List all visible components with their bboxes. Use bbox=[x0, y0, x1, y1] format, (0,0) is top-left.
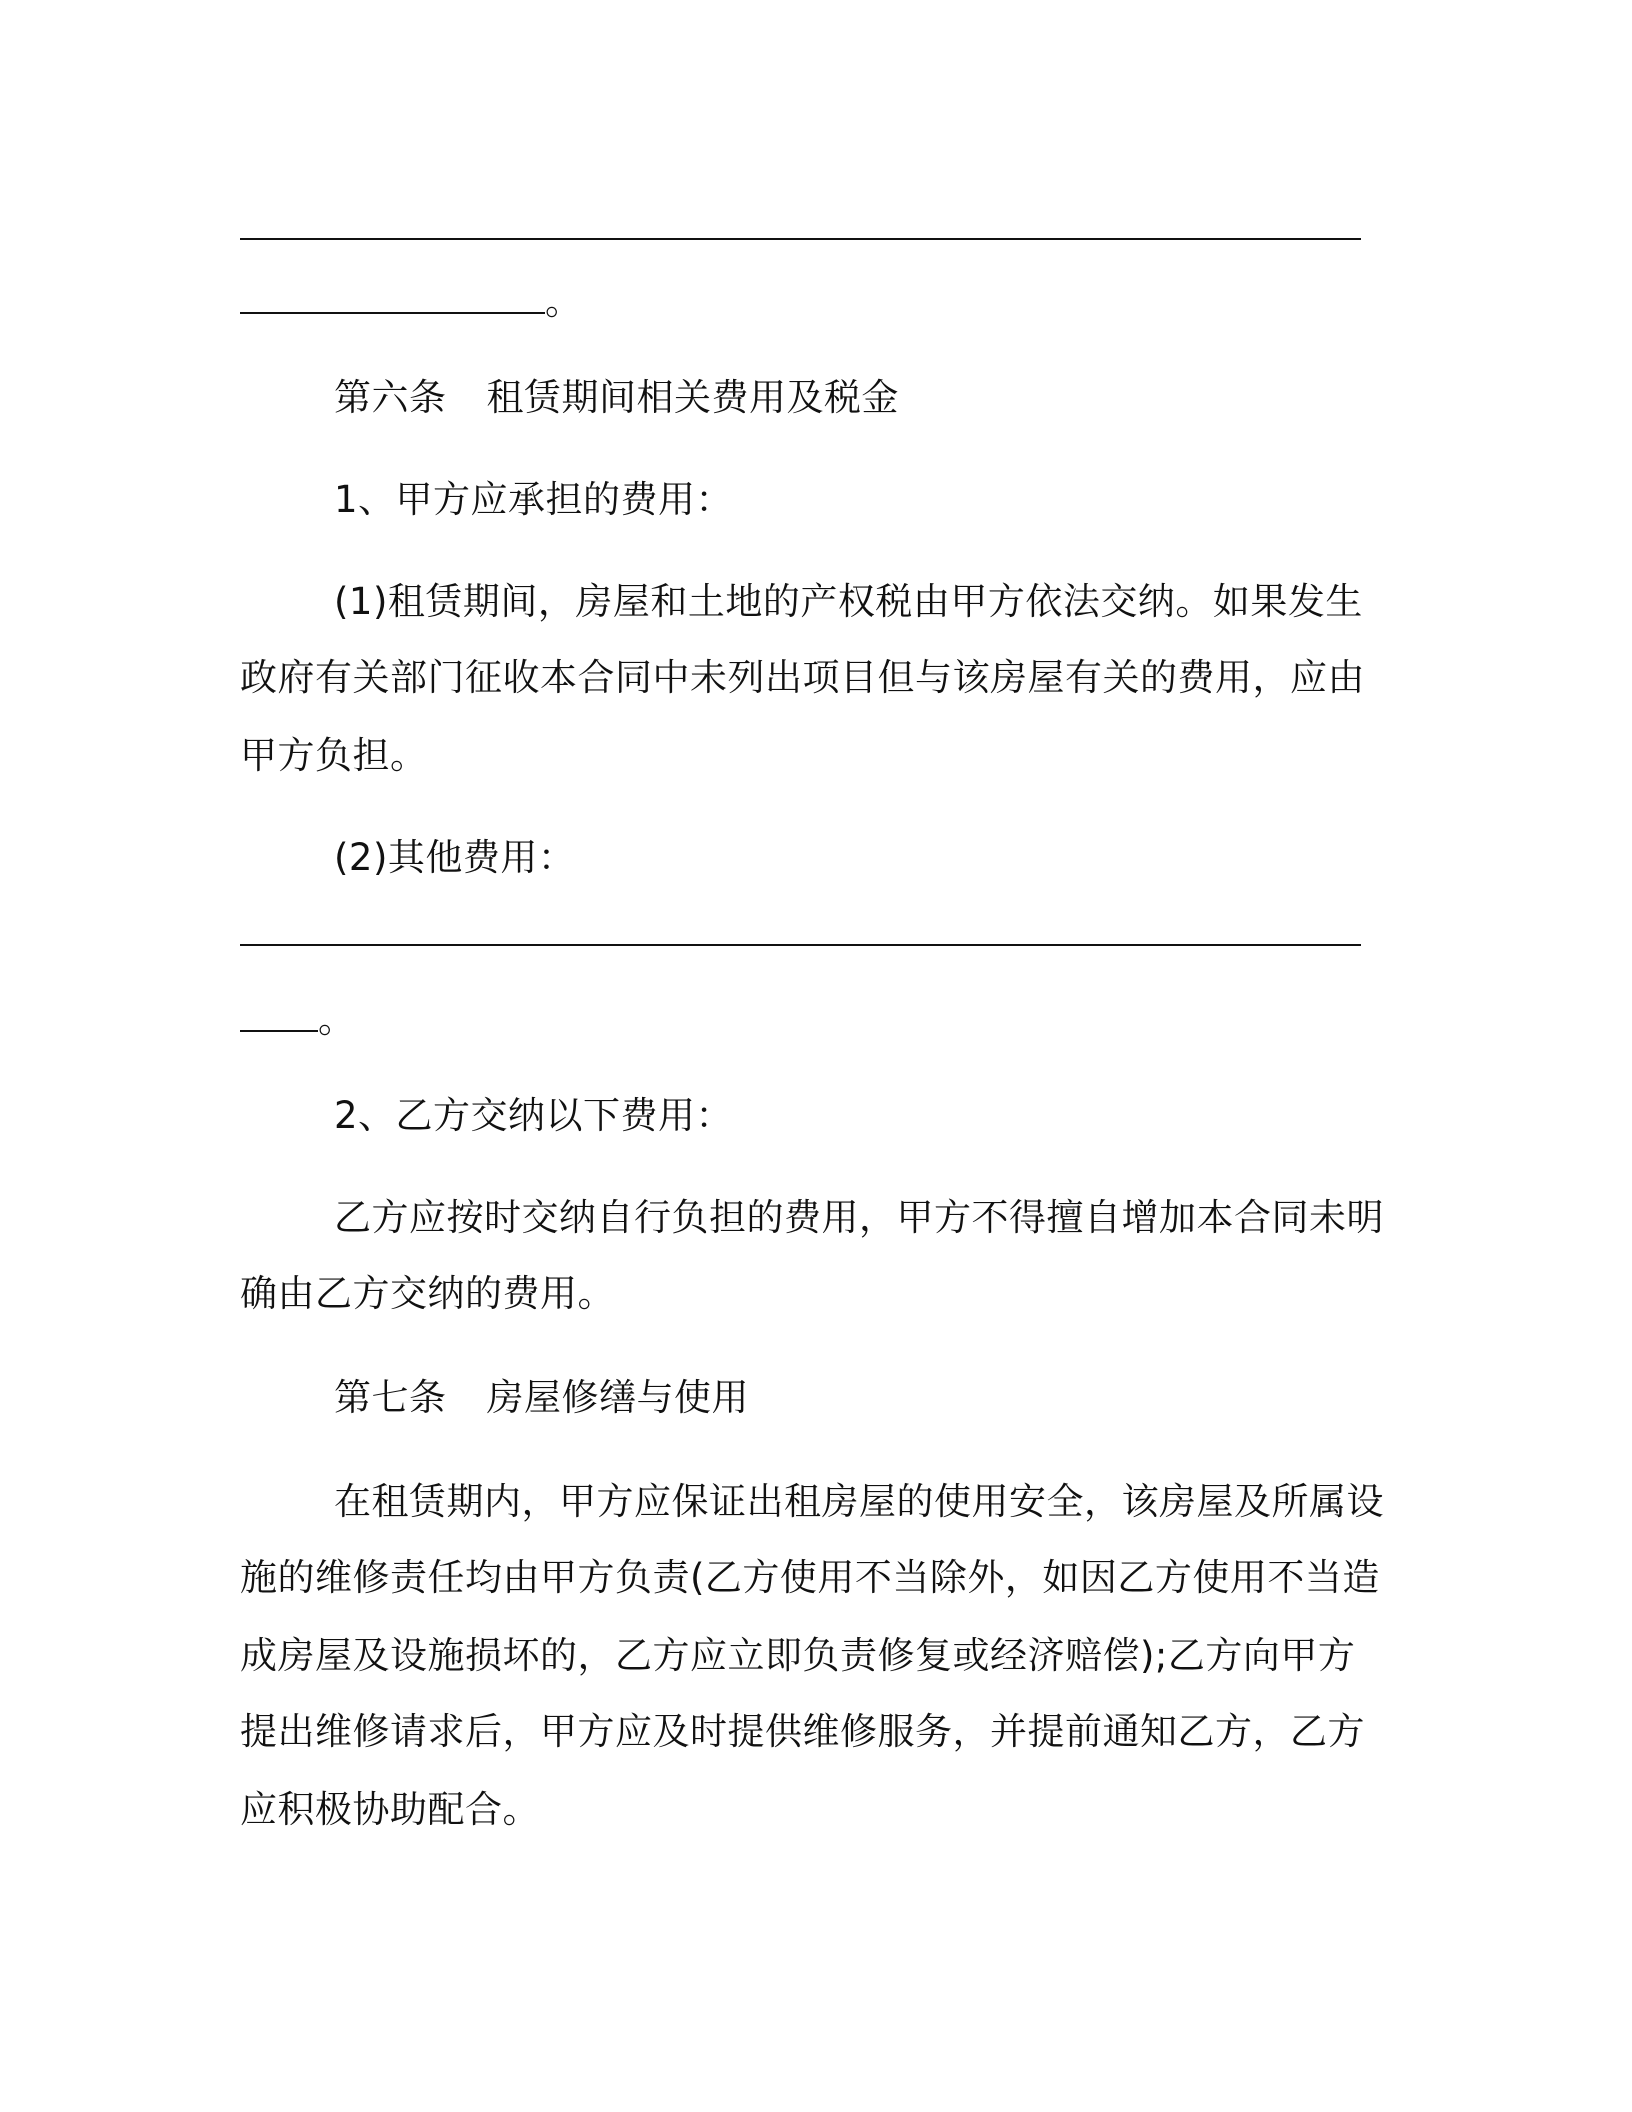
article-7-heading bbox=[334, 1376, 749, 1420]
sentence-end-mark: 。 bbox=[545, 280, 582, 323]
paragraph-line: 施的维修责任均由甲方负责(乙方使用不当除外，如因乙方使用不当造 bbox=[240, 1556, 1380, 1599]
paragraph-line: 政府有关部门征收本合同中未列出项目但与该房屋有关的费用，应由 bbox=[240, 656, 1365, 699]
fill-in-blank-line-end bbox=[240, 998, 355, 1042]
paragraph-line: (1)租赁期间，房屋和土地的产权税由甲方依法交纳。如果发生 bbox=[334, 580, 1363, 623]
fill-in-blank-line bbox=[240, 238, 1361, 240]
item-1-sub-2: (2)其他费用： bbox=[334, 836, 576, 879]
article-6-heading bbox=[334, 376, 899, 420]
fill-in-blank-line bbox=[240, 944, 1361, 946]
paragraph-line: 确由乙方交纳的费用。 bbox=[240, 1272, 615, 1315]
paragraph-line: 乙方应按时交纳自行负担的费用，甲方不得擅自增加本合同未明 bbox=[334, 1196, 1384, 1239]
item-2-heading: 2、乙方交纳以下费用： bbox=[334, 1094, 734, 1137]
fill-in-blank-line-end bbox=[240, 280, 582, 324]
paragraph-line: 提出维修请求后，甲方应及时提供维修服务，并提前通知乙方，乙方 bbox=[240, 1710, 1365, 1753]
paragraph-line: 成房屋及设施损坏的，乙方应立即负责修复或经济赔偿);乙方向甲方 bbox=[240, 1634, 1356, 1677]
fill-in-blank-segment bbox=[240, 312, 545, 314]
article-6-title: 租赁期间相关费用及税金 bbox=[486, 376, 899, 419]
article-7-label: 第七条 bbox=[334, 1376, 447, 1419]
paragraph-line: 在租赁期内，甲方应保证出租房屋的使用安全，该房屋及所属设 bbox=[334, 1480, 1384, 1523]
article-6-label: 第六条 bbox=[334, 376, 447, 419]
item-1-heading: 1、甲方应承担的费用： bbox=[334, 478, 734, 521]
sentence-end-mark: 。 bbox=[318, 998, 355, 1041]
article-7-title: 房屋修缮与使用 bbox=[486, 1376, 749, 1419]
fill-in-blank-segment bbox=[240, 1030, 318, 1032]
paragraph-line: 甲方负担。 bbox=[240, 734, 428, 777]
paragraph-line: 应积极协助配合。 bbox=[240, 1788, 540, 1831]
